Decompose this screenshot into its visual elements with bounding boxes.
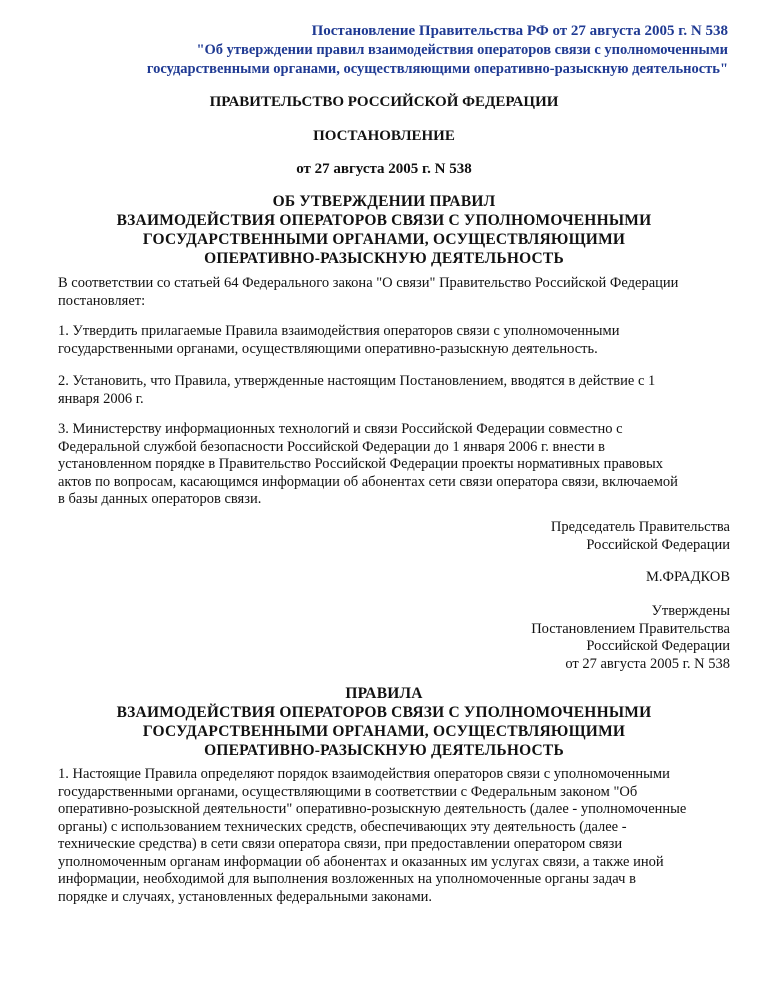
item-3-line-4: актов по вопросам, касающимся информации об абонентах сети связи оператора связи, включаемой — [58, 473, 678, 490]
header-line-1: Постановление Правительства РФ от 27 августа 2005 г. N 538 — [311, 23, 728, 39]
government-heading: ПРАВИТЕЛЬСТВО РОССИЙСКОЙ ФЕДЕРАЦИИ — [209, 94, 559, 110]
date-number: от 27 августа 2005 г. N 538 — [296, 161, 472, 177]
approval-line-1: Утверждены — [651, 603, 730, 619]
item-3-line-5: в базы данных операторов связи. — [58, 491, 262, 507]
item-2-line-1: 2. Установить, что Правила, утвержденные настоящим Постановлением, вводятся в действие с 1 — [58, 373, 656, 389]
document-header — [147, 22, 728, 79]
rule-1-line-3: оперативно-розыскной деятельности" оперативно-розыскную деятельность (далее - уполномоченные — [58, 801, 687, 817]
title-line-2: ВЗАИМОДЕЙСТВИЯ ОПЕРАТОРОВ СВЯЗИ С УПОЛНОМОЧЕННЫМИ — [116, 212, 652, 229]
signature-name: М.ФРАДКОВ — [646, 569, 730, 585]
rules-title-line-1: ПРАВИЛА — [345, 685, 423, 702]
item-3-line-2: Федеральной службой безопасности Российской Федерации до 1 января 2006 г. внести в — [58, 438, 605, 455]
document-title — [0, 192, 768, 268]
rule-1-line-7: информации, необходимой для выполнения возложенных на уполномоченные органы задач в — [58, 871, 636, 887]
rules-title — [0, 684, 768, 760]
item-1-paragraph — [58, 323, 738, 358]
rule-1-line-2: государственными органами, осуществляющими в соответствии с Федеральным законом "Об — [58, 783, 638, 800]
title-line-4: ОПЕРАТИВНО-РАЗЫСКНУЮ ДЕЯТЕЛЬНОСТЬ — [204, 250, 564, 267]
preamble-line-1: В соответствии со статьей 64 Федерального закона "О связи" Правительство Российской Федерации — [58, 275, 679, 291]
rule-1-line-1: 1. Настоящие Правила определяют порядок взаимодействия операторов связи с уполномоченными — [58, 766, 670, 782]
signature-role-2: Российской Федерации — [586, 536, 730, 553]
item-1-line-2: государственными органами, осуществляющими оперативно-разыскную деятельность. — [58, 340, 598, 357]
item-3-paragraph — [58, 421, 738, 509]
rule-1-paragraph — [58, 766, 738, 906]
signature-role-1: Председатель Правительства — [550, 519, 730, 535]
header-line-3: государственными органами, осуществляющими оперативно-разыскную деятельность" — [146, 61, 728, 77]
rules-title-line-3: ГОСУДАРСТВЕННЫМИ ОРГАНАМИ, ОСУЩЕСТВЛЯЮЩИМИ — [142, 723, 626, 740]
preamble-paragraph — [58, 275, 738, 310]
rule-1-line-8: порядке и случаях, установленных федеральными законами. — [58, 888, 433, 905]
title-line-1: ОБ УТВЕРЖДЕНИИ ПРАВИЛ — [272, 193, 496, 210]
preamble-line-2: постановляет: — [58, 292, 146, 309]
rule-1-line-4: органы) с использованием технических средств, обеспечивающих эту деятельность (далее - — [58, 818, 627, 835]
approval-line-3: Российской Федерации — [586, 638, 730, 654]
rules-title-line-4: ОПЕРАТИВНО-РАЗЫСКНУЮ ДЕЯТЕЛЬНОСТЬ — [204, 742, 564, 759]
rule-1-line-5: технические средства) в сети связи оператора связи, при предоставлении оператором связи — [58, 836, 623, 852]
rules-title-line-2: ВЗАИМОДЕЙСТВИЯ ОПЕРАТОРОВ СВЯЗИ С УПОЛНОМОЧЕННЫМИ — [116, 704, 652, 721]
header-line-2: "Об утверждении правил взаимодействия операторов связи с уполномоченными — [196, 42, 728, 58]
title-line-3: ГОСУДАРСТВЕННЫМИ ОРГАНАМИ, ОСУЩЕСТВЛЯЮЩИМИ — [142, 231, 626, 248]
approval-line-4: от 27 августа 2005 г. N 538 — [565, 655, 730, 672]
item-3-line-1: 3. Министерству информационных технологий и связи Российской Федерации совместно с — [58, 421, 623, 437]
signature-block — [551, 519, 730, 554]
rule-1-line-6: уполномоченным органам информации об абонентах и оказанных им услугах связи, а также иной — [58, 853, 664, 870]
item-1-line-1: 1. Утвердить прилагаемые Правила взаимодействия операторов связи с уполномоченными — [58, 323, 620, 339]
item-2-paragraph — [58, 373, 738, 408]
approval-block — [531, 603, 730, 673]
item-2-line-2: января 2006 г. — [58, 390, 144, 407]
doc-type-heading: ПОСТАНОВЛЕНИЕ — [313, 128, 455, 144]
item-3-line-3: установленном порядке в Правительство Российской Федерации проекты нормативных правовых — [58, 456, 663, 472]
approval-line-2: Постановлением Правительства — [531, 620, 730, 637]
